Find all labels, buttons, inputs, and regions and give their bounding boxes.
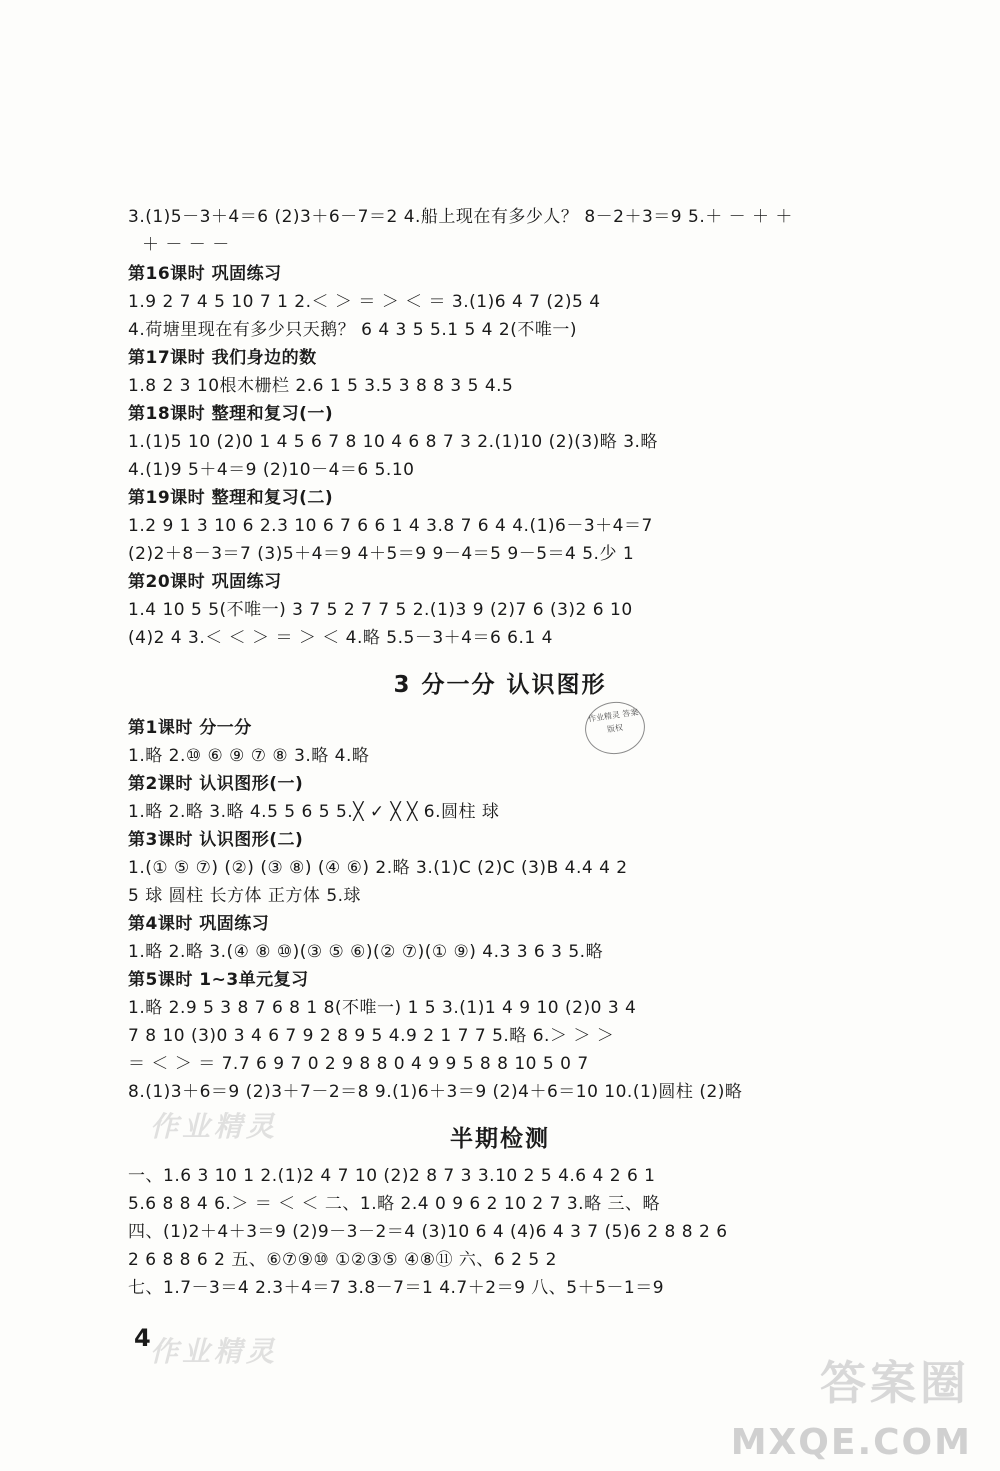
lesson-heading: 第16课时 巩固练习 bbox=[128, 264, 282, 284]
answer-line: 5.6 8 8 4 6.＞ ＝ ＜ ＜ 二、1.略 2.4 0 9 6 2 10 2 7 3.略 三、略 bbox=[128, 1194, 660, 1214]
answer-line: 七、1.7－3＝4 2.3＋4＝7 3.8－7＝1 4.7＋2＝9 八、5＋5－1＝9 bbox=[128, 1278, 665, 1298]
lesson-heading: 第19课时 整理和复习(二) bbox=[128, 488, 334, 508]
answer-line: (4)2 4 3.＜ ＜ ＞ ＝ ＞ ＜ 4.略 5.5－3＋4＝6 6.1 4 bbox=[128, 628, 553, 648]
answer-line: 四、(1)2＋4＋3＝9 (2)9－3－2＝4 (3)10 6 4 (4)6 4 3 7 (5)6 2 8 8 2 6 bbox=[128, 1222, 728, 1242]
lesson-heading: 第2课时 认识图形(一) bbox=[128, 774, 304, 794]
answer-line: 4.(1)9 5＋4＝9 (2)10－4＝6 5.10 bbox=[128, 460, 415, 480]
answer-line: 1.略 2.9 5 3 8 7 6 8 1 8(不唯一) 1 5 3.(1)1 4 9 10 (2)0 3 4 bbox=[128, 998, 637, 1018]
answer-line: 1.2 9 1 3 10 6 2.3 10 6 7 6 6 1 4 3.8 7 6 4 4.(1)6－3＋4＝7 bbox=[128, 516, 653, 536]
lesson-heading: 第4课时 巩固练习 bbox=[128, 914, 270, 934]
watermark: 作业精灵 bbox=[150, 1110, 279, 1143]
answer-line: 1.(① ⑤ ⑦) (②) (③ ⑧) (④ ⑥) 2.略 3.(1)C (2)C (3)B 4.4 4 2 bbox=[128, 858, 628, 878]
lesson-heading: 第20课时 巩固练习 bbox=[128, 572, 282, 592]
midterm-title: 半期检测 bbox=[450, 1126, 550, 1152]
watermark: 作业精灵 bbox=[150, 1335, 279, 1368]
answer-line: 7 8 10 (3)0 3 4 6 7 9 2 8 9 5 4.9 2 1 7 7 5.略 6.＞ ＞ ＞ bbox=[128, 1026, 615, 1046]
page-number: 4 bbox=[134, 1324, 151, 1352]
corner-logo: 答案圈 bbox=[820, 1356, 970, 1410]
answer-line: 2 6 8 8 6 2 五、⑥⑦⑨⑩ ①②③⑤ ④⑧⑪ 六、6 2 5 2 bbox=[128, 1250, 557, 1270]
answer-line: 1.略 2.略 3.略 4.5 5 6 5 5.╳ ✓ ╳ ╳ 6.圆柱 球 bbox=[128, 802, 500, 822]
answer-line: ＝ ＜ ＞ ＝ 7.7 6 9 7 0 2 9 8 8 0 4 9 9 5 8 8 10 5 0 7 bbox=[128, 1054, 589, 1074]
unit-title: 3 分一分 认识图形 bbox=[393, 672, 607, 698]
seal-stamp: 作业精灵 答案 版权 bbox=[582, 698, 649, 758]
answer-line: 4.荷塘里现在有多少只天鹅？ 6 4 3 5 5.1 5 4 2(不唯一) bbox=[128, 320, 577, 340]
corner-url: MXQE.COM bbox=[730, 1422, 972, 1463]
answer-line: 3.(1)5－3＋4＝6 (2)3＋6－7＝2 4.船上现在有多少人？ 8－2＋3＝9 5.＋ － ＋ ＋ bbox=[128, 207, 793, 227]
lesson-heading: 第3课时 认识图形(二) bbox=[128, 830, 304, 850]
answer-line: 1.略 2.⑩ ⑥ ⑨ ⑦ ⑧ 3.略 4.略 bbox=[128, 746, 370, 766]
answer-line: 1.9 2 7 4 5 10 7 1 2.＜ ＞ ＝ ＞ ＜ ＝ 3.(1)6 4 7 (2)5 4 bbox=[128, 292, 601, 312]
lesson-heading: 第18课时 整理和复习(一) bbox=[128, 404, 334, 424]
lesson-heading: 第17课时 我们身边的数 bbox=[128, 348, 317, 368]
answer-line: 1.4 10 5 5(不唯一) 3 7 5 2 7 7 5 2.(1)3 9 (2)7 6 (3)2 6 10 bbox=[128, 600, 633, 620]
answer-line: (2)2＋8－3＝7 (3)5＋4＝9 4＋5＝9 9－4＝5 9－5＝4 5.少 1 bbox=[128, 544, 635, 564]
lesson-heading: 第1课时 分一分 bbox=[128, 718, 252, 738]
answer-line: ＋ － － － bbox=[142, 235, 230, 255]
answer-line: 1.(1)5 10 (2)0 1 4 5 6 7 8 10 4 6 8 7 3 2.(1)10 (2)(3)略 3.略 bbox=[128, 432, 658, 452]
lesson-heading: 第5课时 1~3单元复习 bbox=[128, 970, 309, 990]
answer-line: 1.略 2.略 3.(④ ⑧ ⑩)(③ ⑤ ⑥)(② ⑦)(① ⑨) 4.3 3 6 3 5.略 bbox=[128, 942, 604, 962]
answer-line: 1.8 2 3 10根木栅栏 2.6 1 5 3.5 3 8 8 3 5 4.5 bbox=[128, 376, 514, 396]
answer-line: 5 球 圆柱 长方体 正方体 5.球 bbox=[128, 886, 362, 906]
answer-line: 一、1.6 3 10 1 2.(1)2 4 7 10 (2)2 8 7 3 3.10 2 5 4.6 4 2 6 1 bbox=[128, 1166, 656, 1186]
answer-line: 8.(1)3＋6＝9 (2)3＋7－2＝8 9.(1)6＋3＝9 (2)4＋6＝10 10.(1)圆柱 (2)略 bbox=[128, 1082, 743, 1102]
